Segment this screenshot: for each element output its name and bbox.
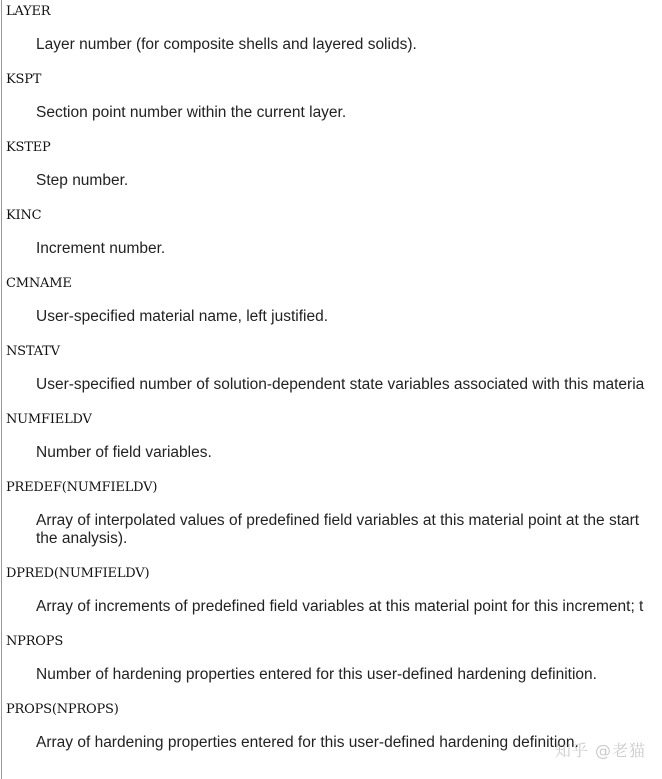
entry-cmname — [6, 276, 662, 344]
term-dpred: DPRED(NUMFIELDV) — [6, 566, 150, 581]
desc-dpred: Array of increments of predefined field variables at this material point for this increment; t — [36, 598, 644, 615]
term-kinc: KINC — [6, 208, 42, 223]
desc-nstatv: User-specified number of solution-dependent state variables associated with this materia — [36, 376, 645, 393]
term-numfieldv: NUMFIELDV — [6, 412, 92, 427]
desc-kstep: Step number. — [36, 172, 129, 189]
variable-definition-list — [6, 4, 662, 770]
term-nstatv: NSTATV — [6, 344, 60, 359]
entry-numfieldv — [6, 412, 662, 480]
desc-numfieldv: Number of field variables. — [36, 444, 212, 461]
entry-predef — [6, 480, 662, 566]
desc-cmname: User-specified material name, left justified. — [36, 308, 329, 325]
entry-kstep — [6, 140, 662, 208]
desc-layer: Layer number (for composite shells and layered solids). — [36, 36, 417, 53]
term-predef: PREDEF(NUMFIELDV) — [6, 480, 158, 495]
entry-nstatv — [6, 344, 662, 412]
left-border-rule — [1, 0, 2, 779]
entry-dpred — [6, 566, 662, 634]
term-cmname: CMNAME — [6, 276, 72, 291]
desc-props: Array of hardening properties entered for this user-defined hardening definition. — [36, 734, 579, 751]
desc-kinc: Increment number. — [36, 240, 166, 257]
desc-nprops: Number of hardening properties entered for this user-defined hardening definition. — [36, 666, 597, 683]
term-kspt: KSPT — [6, 72, 42, 87]
watermark: 知乎 @老猫 — [554, 741, 646, 760]
desc-predef — [36, 512, 662, 548]
entry-kspt — [6, 72, 662, 140]
desc-predef-line-1: Array of interpolated values of predefined field variables at this material point at the start — [36, 512, 640, 529]
term-props: PROPS(NPROPS) — [6, 702, 119, 717]
desc-kspt: Section point number within the current layer. — [36, 104, 347, 121]
term-nprops: NPROPS — [6, 634, 64, 649]
entry-kinc — [6, 208, 662, 276]
entry-nprops — [6, 634, 662, 702]
term-layer: LAYER — [6, 4, 51, 19]
entry-layer — [6, 4, 662, 72]
term-kstep: KSTEP — [6, 140, 51, 155]
desc-predef-line-2: the analysis). — [36, 530, 128, 547]
